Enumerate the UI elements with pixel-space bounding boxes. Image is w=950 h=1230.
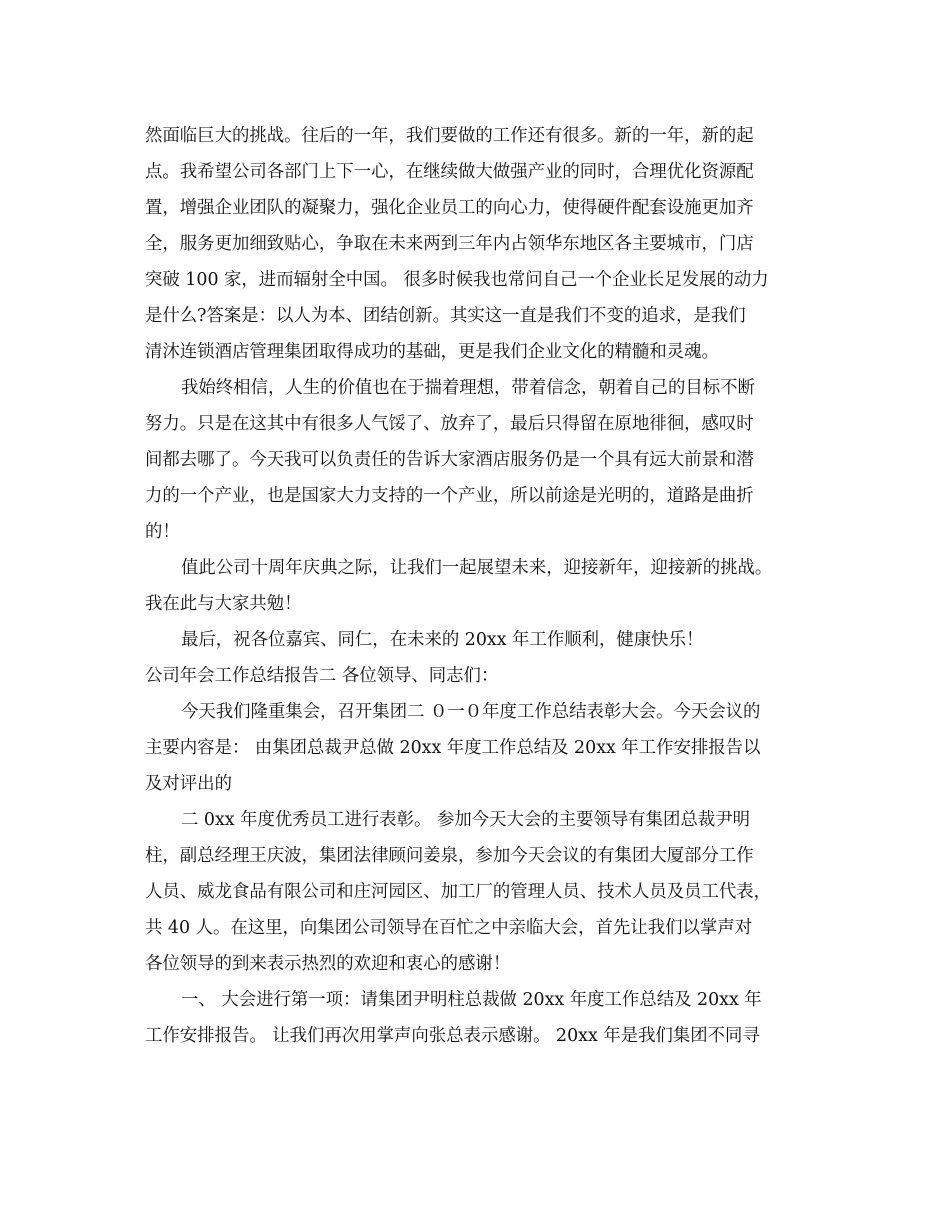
text-line: 的！ bbox=[145, 522, 180, 542]
text-line: 然面临巨大的挑战。往后的一年，我们要做的工作还有很多。新的一年，新的起 bbox=[145, 126, 754, 146]
text-line: 主要内容是： 由集团总裁尹总做 20xx 年度工作总结及 20xx 年工作安排报告以 bbox=[145, 738, 761, 758]
text-line: 值此公司十周年庆典之际，让我们一起展望未来，迎接新年，迎接新的挑战。 bbox=[181, 558, 773, 578]
text-line: 柱，副总经理王庆波，集团法律顾问姜泉，参加今天会议的有集团大厦部分工作 bbox=[145, 846, 754, 866]
text-line: 各位领导的到来表示热烈的欢迎和衷心的感谢！ bbox=[145, 954, 511, 974]
text-line: 我在此与大家共勉！ bbox=[145, 594, 302, 614]
document-body bbox=[145, 118, 810, 1054]
text-line: 一、 大会进行第一项：请集团尹明柱总裁做 20xx 年度工作总结及 20xx 年 bbox=[181, 990, 762, 1010]
text-line: 点。我希望公司各部门上下一心，在继续做大做强产业的同时，合理优化资源配 bbox=[145, 162, 754, 182]
text-line: 今天我们隆重集会，召开集团二 ０一０年度工作总结表彰大会。今天会议的 bbox=[181, 702, 761, 722]
text-line: 置，增强企业团队的凝聚力，强化企业员工的向心力，使得硬件配套设施更加齐 bbox=[145, 198, 754, 218]
text-line: 我始终相信，人生的价值也在于揣着理想，带着信念，朝着自己的目标不断 bbox=[181, 378, 755, 398]
text-line: 突破 100 家，进而辐射全中国。 很多时候我也常问自己一个企业长足发展的动力 bbox=[145, 270, 769, 290]
text-line: 清沐连锁酒店管理集团取得成功的基础，更是我们企业文化的精髓和灵魂。 bbox=[145, 342, 719, 362]
text-line: 共 40 人。在这里，向集团公司领导在百忙之中亲临大会，首先让我们以掌声对 bbox=[145, 918, 753, 938]
text-line: 人员、威龙食品有限公司和庄河园区、加工厂的管理人员、技术人员及员工代表， bbox=[145, 882, 772, 902]
text-line: 工作安排报告。 让我们再次用掌声向张总表示感谢。 20xx 年是我们集团不同寻 bbox=[145, 1026, 760, 1046]
text-line: 力的一个产业，也是国家大力支持的一个产业，所以前途是光明的，道路是曲折 bbox=[145, 486, 754, 506]
text-line: 间都去哪了。今天我可以负责任的告诉大家酒店服务仍是一个具有远大前景和潜 bbox=[145, 450, 754, 470]
text-line: 二 0xx 年度优秀员工进行表彰。 参加今天大会的主要领导有集团总裁尹明 bbox=[181, 810, 750, 830]
text-line: 是什么?答案是：以人为本、团结创新。其实这一直是我们不变的追求，是我们 bbox=[145, 306, 746, 326]
text-line: 努力。只是在这其中有很多人气馁了、放弃了，最后只得留在原地徘徊，感叹时 bbox=[145, 414, 754, 434]
section-heading-line: 公司年会工作总结报告二 各位领导、同志们： bbox=[145, 666, 499, 686]
text-line: 全，服务更加细致贴心，争取在未来两到三年内占领华东地区各主要城市，门店 bbox=[145, 234, 754, 254]
text-line: 及对评出的 bbox=[145, 774, 232, 794]
text-line: 最后，祝各位嘉宾、同仁，在未来的 20xx 年工作顺利，健康快乐！ bbox=[181, 630, 704, 650]
